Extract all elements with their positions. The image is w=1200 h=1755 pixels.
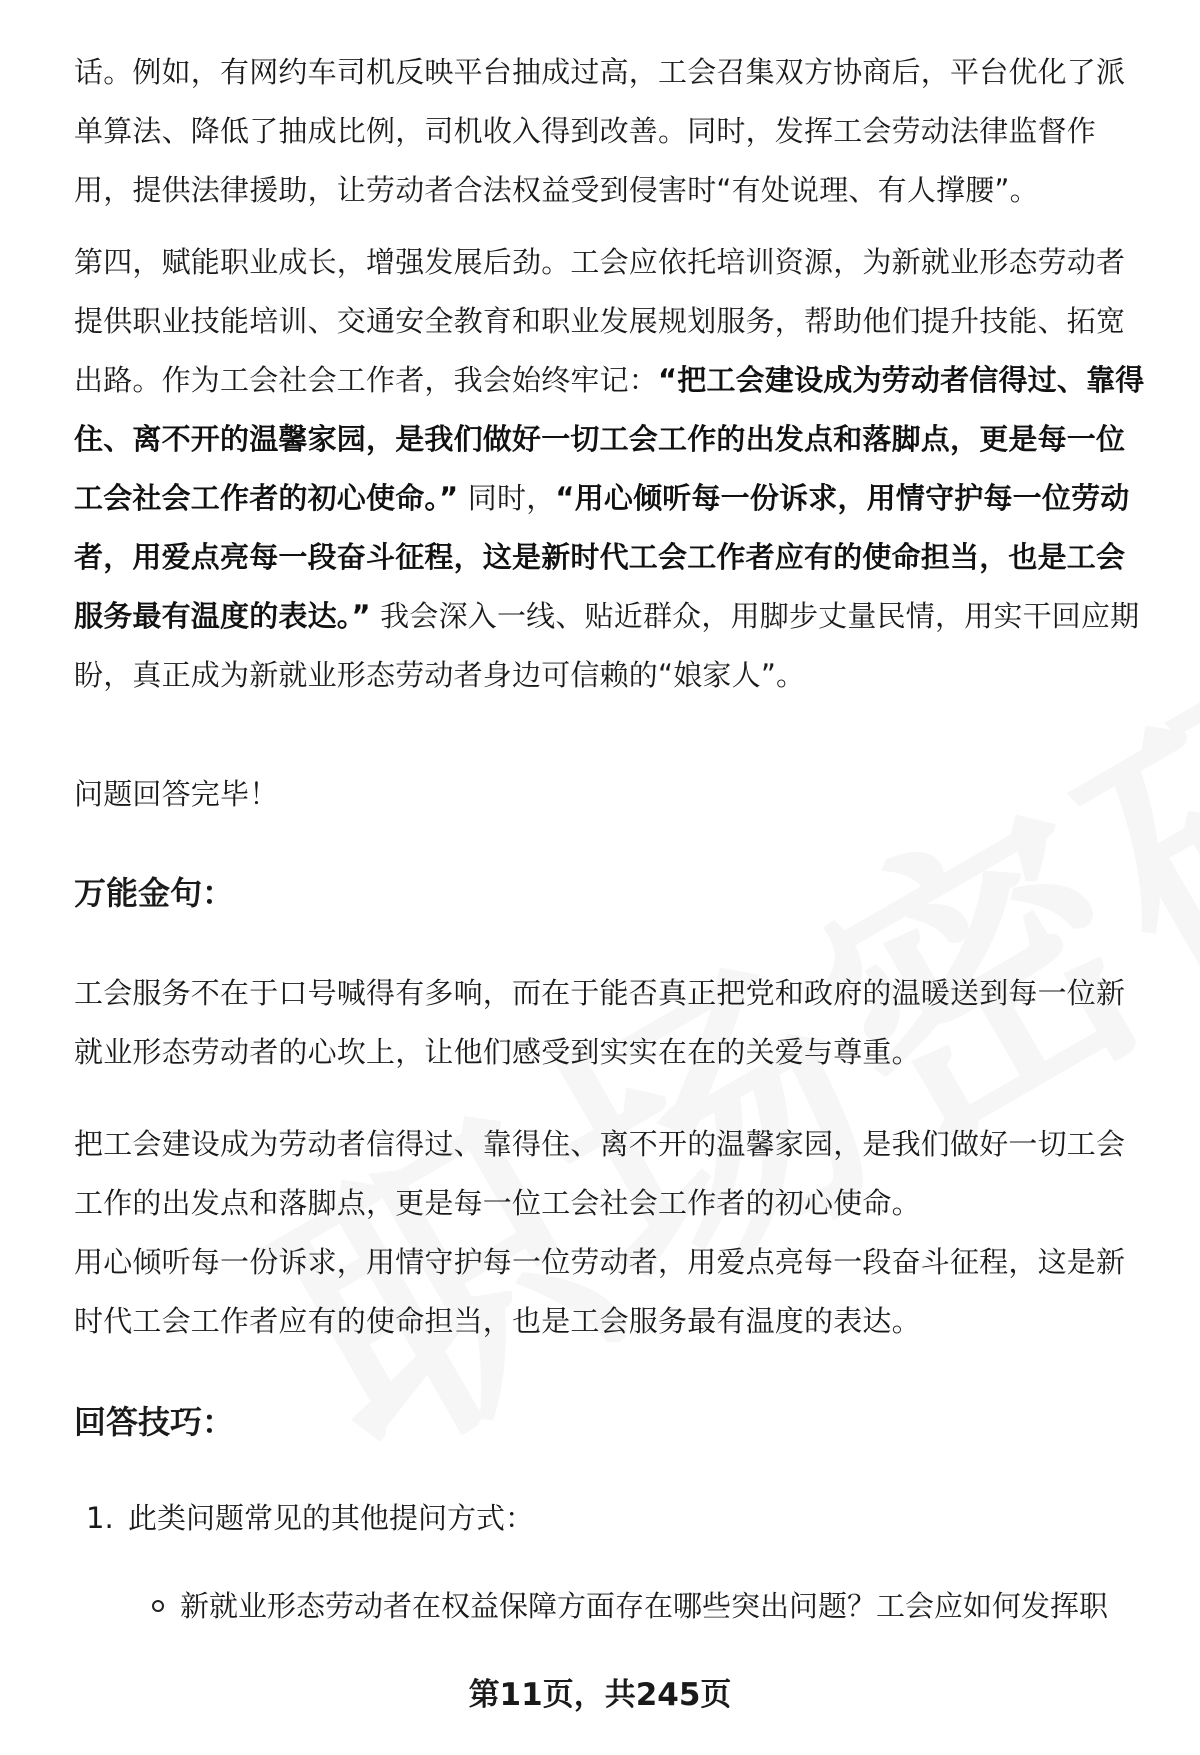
paragraph-2-text-c: 同时， (458, 481, 556, 515)
golden-sentence-3: 用心倾听每一份诉求，用情守护每一位劳动者，用爱点亮每一段奋斗征程，这是新时代工会工作者应有的使命担当，也是工会服务最有温度的表达。 (74, 1245, 1126, 1338)
bullet-circle-icon (152, 1600, 164, 1612)
list-number-1: 1. (86, 1501, 114, 1535)
paragraph-2 (74, 233, 1154, 705)
paragraph-2-text-e: 我会深入一线、贴近群众，用脚步丈量民情，用实干回应期盼，真正成为新就业形态劳动者身边可信赖的“娘家人”。 (74, 599, 1140, 692)
golden-sentence-1: 工会服务不在于口号喊得有多响，而在于能否真正把党和政府的温暖送到每一位新就业形态劳动者的心坎上，让他们感受到实实在在的关爱与尊重。 (74, 976, 1126, 1069)
section-heading-golden-sentences: 万能金句： (74, 874, 235, 912)
paragraph-2-text-a: 第四，赋能职业成长，增强发展后劲。工会应依托培训资源，为新就业形态劳动者提供职业技能培训、交通安全教育和职业发展规划服务，帮助他们提升技能、拓宽出路。作为工会社会工作者，我会始终牢记： (74, 245, 1126, 397)
quote-2-bold: “用心倾听每一份诉求，用情守护每一位劳动者，用爱点亮每一段奋斗征程，这是新时代工会工作者应有的使命担当，也是工会服务最有温度的表达。” (74, 481, 1130, 633)
list-item-1: 此类问题常见的其他提问方式： (128, 1501, 535, 1535)
page-footer: 第11页，共245页 (468, 1677, 732, 1713)
quote-1-bold: “把工会建设成为劳动者信得过、靠得住、离不开的温馨家园，是我们做好一切工会工作的出发点和落脚点，更是每一位工会社会工作者的初心使命。” (74, 363, 1145, 515)
sub-list-item-1: 新就业形态劳动者在权益保障方面存在哪些突出问题？工会应如何发挥职 (180, 1589, 1109, 1623)
golden-sentence-2: 把工会建设成为劳动者信得过、靠得住、离不开的温馨家园，是我们做好一切工会工作的出发点和落脚点，更是每一位工会社会工作者的初心使命。 (74, 1127, 1126, 1220)
paragraph-3: 问题回答完毕！ (74, 777, 279, 811)
section-heading-answer-tips: 回答技巧： (74, 1403, 235, 1441)
paragraph-1: 话。例如，有网约车司机反映平台抽成过高，工会召集双方协商后，平台优化了派单算法、降低了抽成比例，司机收入得到改善。同时，发挥工会劳动法律监督作用，提供法律援助，让劳动者合法权益受到侵害时“有处说理、有人撑腰”。 (74, 55, 1126, 207)
